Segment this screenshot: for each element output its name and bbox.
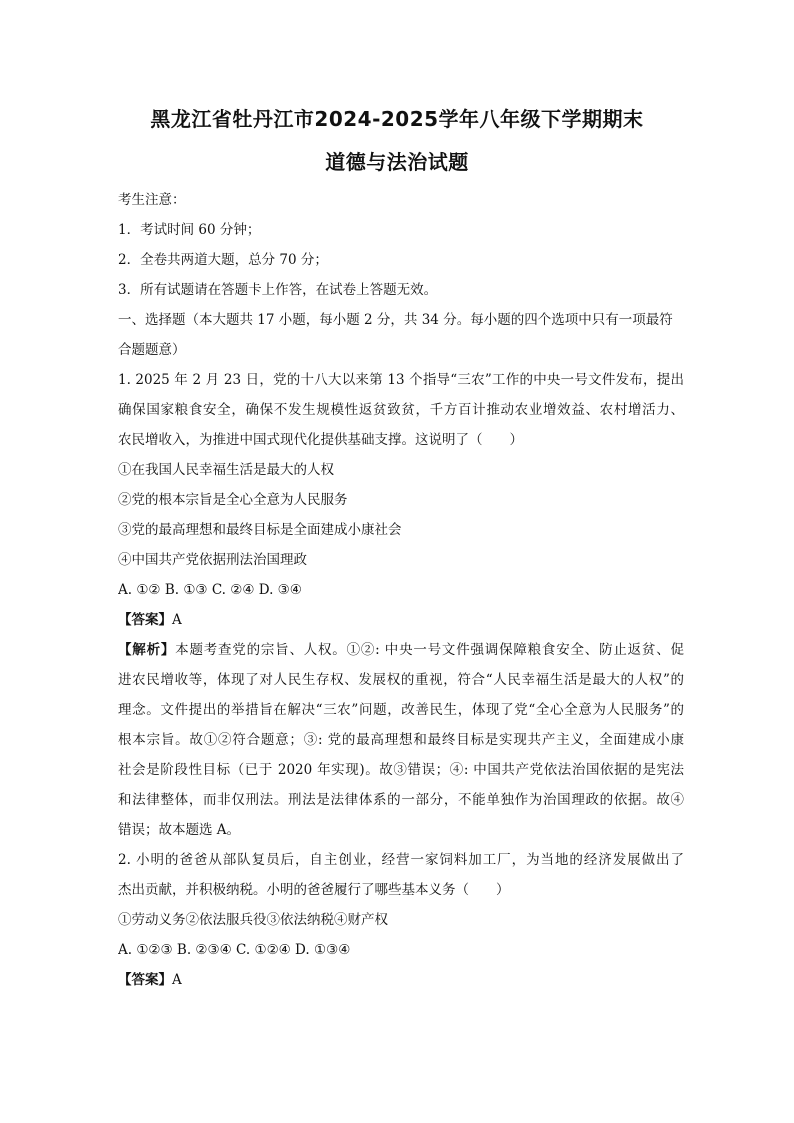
section-heading: 一、选择题（本大题共 17 小题，每小题 2 分，共 34 分。每小题的四个选项中只有一项最符 xyxy=(118,312,673,328)
question-1-options: A. ①② B. ①③ C. ②④ D. ③④ xyxy=(118,582,302,598)
question-1-answer xyxy=(118,605,684,635)
question-2-options: A. ①②③ B. ②③④ C. ①②④ D. ①③④ xyxy=(118,942,351,958)
question-1-statement: ④中国共产党依据刑法治国理政 xyxy=(118,552,307,568)
document-body xyxy=(118,185,684,995)
question-2-answer xyxy=(118,965,684,995)
question-1-statement: ①在我国人民幸福生活是最大的人权 xyxy=(118,462,334,478)
question-1-analysis xyxy=(118,635,684,665)
answer-label: 【答案】 xyxy=(118,972,172,988)
question-1-statement: ③党的最高理想和最终目标是全面建成小康社会 xyxy=(118,522,402,538)
question-1-analysis: 进农民增收等，体现了对人民生存权、发展权的重视，符合“人民幸福生活是最大的人权”的 xyxy=(118,672,684,688)
answer-value: A xyxy=(172,612,182,628)
analysis-label: 【解析】 xyxy=(118,642,176,658)
notice-item: 1．考试时间 60 分钟； xyxy=(118,222,261,238)
question-1-analysis: 根本宗旨。故①②符合题意；③: 党的最高理想和最终目标是实现共产主义，全面建成小康 xyxy=(118,732,684,748)
question-1-analysis: 错误；故本题选 A。 xyxy=(118,822,241,838)
question-1-statement: ②党的根本宗旨是全心全意为人民服务 xyxy=(118,492,348,508)
notice-heading: 考生注意： xyxy=(118,192,186,208)
answer-value: A xyxy=(172,972,182,988)
question-2-statements: ①劳动义务②依法服兵役③依法纳税④财产权 xyxy=(118,912,388,928)
question-1-stem: 1. 2025 年 2 月 23 日，党的十八大以来第 13 个指导“三农”工作的中央一号文件发布，提出 xyxy=(118,372,684,388)
question-2-stem: 杰出贡献，并积极纳税。小明的爸爸履行了哪些基本义务（ ） xyxy=(118,882,510,898)
notice-item: 2．全卷共两道大题，总分 70 分； xyxy=(118,252,328,268)
document-title-line-1: 黑龙江省牡丹江市2024-2025学年八年级下学期期末 xyxy=(150,107,644,131)
question-1-stem: 确保国家粮食安全，确保不发生规模性返贫致贫，千方百计推动农业增效益、农村增活力、 xyxy=(118,402,684,418)
question-1-analysis: 和法律整体，而非仅刑法。刑法是法律体系的一部分，不能单独作为治国理政的依据。故④ xyxy=(118,792,684,808)
document-title-line-2: 道德与法治试题 xyxy=(325,150,469,174)
question-1-analysis: 理念。文件提出的举措旨在解决“三农”问题，改善民生，体现了党“全心全意为人民服务”的 xyxy=(118,702,684,718)
question-1-analysis: 社会是阶段性目标（已于 2020 年实现)。故③错误；④: 中国共产党依法治国依据的是宪法 xyxy=(118,762,684,778)
section-heading-cont: 合题题意） xyxy=(118,342,186,358)
analysis-text: 本题考查党的宗旨、人权。①②: 中央一号文件强调保障粮食安全、防止返贫、促 xyxy=(175,642,684,658)
answer-label: 【答案】 xyxy=(118,612,172,628)
question-1-stem: 农民增收入，为推进中国式现代化提供基础支撑。这说明了（ ） xyxy=(118,432,523,448)
question-2-stem: 2. 小明的爸爸从部队复员后，自主创业，经营一家饲料加工厂，为当地的经济发展做出了 xyxy=(118,852,684,868)
notice-item: 3．所有试题请在答题卡上作答，在试卷上答题无效。 xyxy=(118,282,438,298)
